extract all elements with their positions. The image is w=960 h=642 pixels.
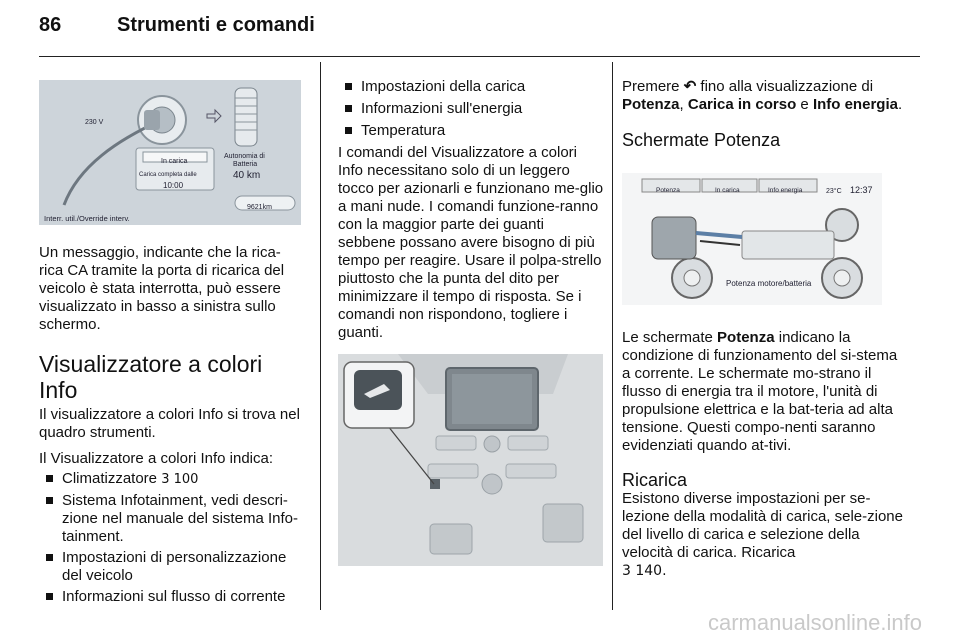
intro-paragraph: Il visualizzatore a colori Info si trova nel quadro strumenti.: [39, 406, 300, 441]
power-screen-figure: [622, 173, 882, 305]
section-title: Visualizzatore a colori Info: [39, 351, 263, 403]
tab-info-energia: Info energia: [768, 187, 803, 194]
list-item: Sistema Infotainment, vedi descri-zione nel manuale del sistema Info-tainment.: [39, 492, 304, 546]
back-arrow-icon: ↶: [683, 78, 697, 95]
voltage-label: 230 V: [85, 119, 104, 126]
column-divider-2: [612, 62, 613, 610]
page-number: 86: [39, 14, 62, 36]
list-item: Informazioni sull'energia: [338, 100, 604, 118]
dashboard-illustration: [338, 354, 603, 566]
column-3: [622, 78, 904, 580]
list-item: Climatizzatore 3 100: [39, 470, 304, 489]
column-divider-1: [320, 62, 321, 610]
page-header: [39, 14, 315, 37]
list-item: Informazioni sul flusso di corrente: [39, 588, 304, 606]
range-km: 40 km: [233, 170, 261, 181]
ricarica-reference[interactable]: 3 140.: [622, 563, 667, 579]
power-flow-label: Potenza motore/batteria: [726, 279, 812, 288]
ricarica-paragraph: Esistono diverse impostazioni per se-lezione della modalità di carica, sele-zione del livello di carica e selezione della velocità di carica. Ricarica: [622, 490, 903, 561]
column-1: [39, 80, 304, 606]
column-2: [338, 78, 604, 566]
potenza-paragraph: Le schermate Potenza indicano la condizione di funzionamento del si-stema a corrente. Le schermate mo-strano il flusso di energia tra il motore, l'unità di propulsione elettrica e la bat-teria ad alta tensione. Questi compo-nenti saranno evidenziati quando at-tivi.: [622, 329, 898, 454]
premere-paragraph: Premere ↶ fino alla visualizzazione di Potenza, Carica in corso e Info energia.: [622, 78, 903, 113]
tab-in-carica: In carica: [715, 187, 740, 194]
figure-caption: Un messaggio, indicante che la rica-rica CA tramite la porta di ricarica del veicolo è stata interrotta, può essere visualizzato in basso a sinistra sullo schermo.: [39, 244, 285, 333]
indica-paragraph: Il Visualizzatore a colori Info indica:: [39, 450, 274, 467]
override-label: Interr. util./Override interv.: [44, 214, 130, 223]
odometer-readout: 9621km: [247, 204, 272, 211]
list-item: Temperatura: [338, 122, 604, 140]
in-carica-button: In carica: [161, 158, 188, 165]
page-reference[interactable]: 3 100: [161, 472, 199, 487]
batteria-label: Batteria: [233, 161, 258, 168]
controls-paragraph: I comandi del Visualizzatore a colori Info necessitano solo di un leggero tocco per azionarli e funzionano me-glio a mani nude. I comandi funzione-ranno con la maggior parte dei guanti sebbene possano avere bisogno di più tempo per reagire. Usare il polpa-strello piuttosto che la punta del dito per minimizzare il tempo di risposta. Se i comandi non rispondono, togliere i guanti.: [338, 144, 604, 341]
watermark: carmanualsonline.info: [707, 610, 922, 635]
header-rule: [39, 56, 920, 57]
tab-potenza: Potenza: [656, 187, 680, 194]
charge-complete-label: Carica completa dalle: [139, 172, 197, 178]
schermate-title: Schermate Potenza: [622, 130, 781, 150]
dashboard-figure: [338, 354, 603, 566]
clock-readout: 12:37: [850, 185, 873, 195]
list-item: Impostazioni di personalizzazione del veicolo: [39, 549, 304, 585]
ricarica-title: Ricarica: [622, 470, 688, 490]
charge-time: 10:00: [163, 181, 184, 190]
page-title: Strumenti e comandi: [117, 14, 315, 36]
charging-screen-figure: [39, 80, 301, 225]
list-item: Impostazioni della carica: [338, 78, 604, 96]
temperature-readout: 23°C: [826, 188, 842, 195]
autonomia-label: Autonomia di: [224, 153, 265, 160]
